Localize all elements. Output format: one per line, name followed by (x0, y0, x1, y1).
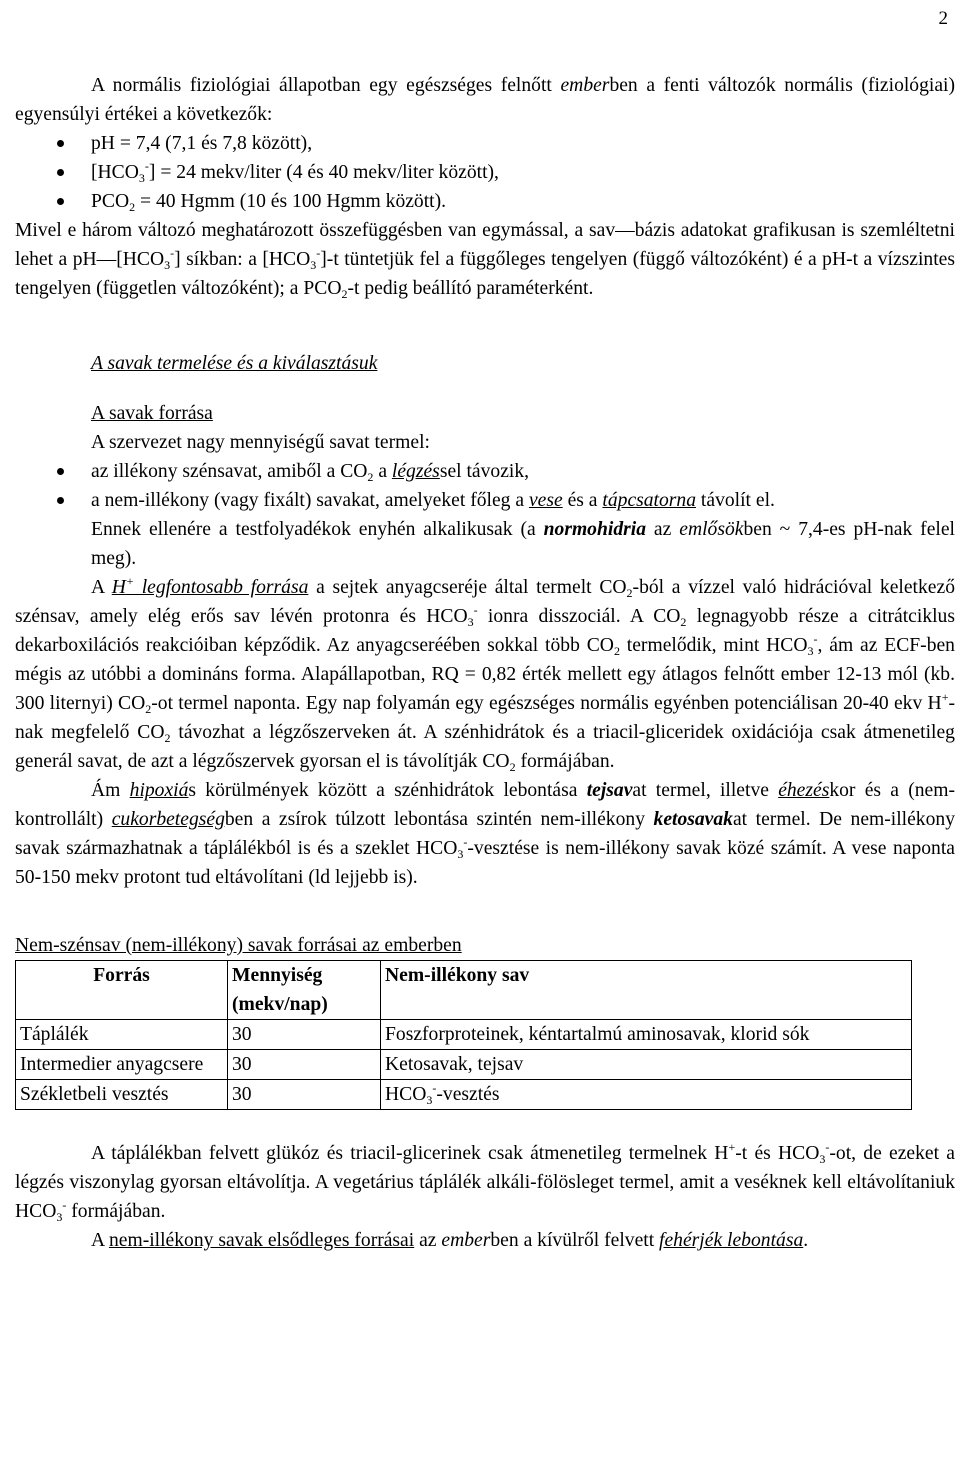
list-item-nonvolatile: a nem-illékony (vagy fixált) savakat, amelyeket főleg a vese és a tápcsatorna távolít el. (15, 486, 955, 515)
primary-sources-paragraph: A nem-illékony savak elsődleges forrásai az emberben a kívülről felvett fehérjék lebontása. (91, 1230, 809, 1251)
list-item-hco3: $[HCO_3^-] = 24$ mekv/liter (4 és 40 mekv/liter között), (15, 158, 955, 187)
acid-sources-list (15, 457, 955, 515)
list-item-volatile: az illékony szénsavat, amiből a $CO_2$ a légzéssel távozik, (15, 457, 955, 486)
table-caption: Nem-szénsav (nem-illékony) savak forrásai az emberben (15, 935, 462, 956)
list-item-ph: pH = 7,4 (7,1 és 7,8 között), (15, 129, 955, 158)
link-ehezes[interactable]: éhezés (778, 780, 830, 801)
hypoxia-paragraph: Ám hipoxiás körülmények között a szénhidrátok lebontása tejsavat termel, illetve éhezéskor és a (nem-kontrollált) cukorbetegségben a zsírok túlzott lebontása szintén nem-illékony ketosavakat termel. De nem-illékony savak származhatnak a táplálékból is és a szeklet $HCO_3^-$-vesztése is nem-illékony savak közé számít. A vese naponta 50-150 mekv protont tud eltávolítani (ld lejjebb is). (15, 780, 955, 888)
table-cell: 30 (228, 1020, 381, 1050)
table-cell: 30 (228, 1050, 381, 1080)
table-row (16, 1050, 912, 1080)
table-row (16, 1020, 912, 1050)
table-row (16, 1080, 912, 1110)
sources-lead: A szervezet nagy mennyiségű savat termel: (91, 432, 430, 453)
subsection-title: A savak forrása (91, 403, 213, 424)
link-nonvolatile-sources[interactable]: nem-illékony savak elsődleges forrásai (108, 1230, 415, 1251)
link-vese[interactable]: vese (528, 490, 563, 511)
link-feherjek-lebontasa[interactable]: fehérjék lebontása (659, 1230, 804, 1251)
table-header: Forrás (16, 961, 228, 1020)
link-cukorbetegseg[interactable]: cukorbetegség (111, 809, 225, 830)
table-cell: Intermedier anyagcsere (16, 1050, 228, 1080)
list-item-pco2: $PCO_2 = 40$ Hgmm (10 és 100 Hgmm között). (15, 187, 955, 216)
table-cell: Táplálék (16, 1020, 228, 1050)
h-source-paragraph: A H+ legfontosabb forrása a sejtek anyagcseréje által termelt $CO_2$-ból a vízzel való hidrációval keletkező szénsav, amely elég erős sav lévén protonra és $HCO_3^-$ ionra disszociál. A $CO_2$ legnagyobb része a citrátciklus dekarboxilációs reakcióiban képződik. Az anyagcseréében sokkal több $CO_2$ termelődik, mint $HCO_3^-$, ám az ECF-ben mégis az utóbbi a domináns forma. Alapállapotban, RQ = 0,82 érték mellett egy átlagos felnőtt ember 12-13 mól (kb. 300 liternyi) $CO_2-ot$ termel naponta. Egy nap folyamán egy egészséges normális egyénben potenciálisan 20-40 ekv H+-nak megfelelő $CO_2$ távozhat a légzőszerveken át. A szénhidrátok és a triacil-gliceridek oxidációja csak átmenetileg generál savat, de azt a légzőszervek gyorsan el is távolítják $CO_2$ formájában. (15, 574, 955, 774)
table-header-row (16, 961, 912, 1020)
alkaline-paragraph: Ennek ellenére a testfolyadékok enyhén alkalikusak (a normohidria az emlősökben ~ 7,4-es pH-nak felel meg). (91, 519, 955, 569)
table-cell: $HCO_3^-$-vesztés (381, 1080, 912, 1110)
table-cell: Ketosavak, tejsav (381, 1050, 912, 1080)
table-header: Mennyiség (mekv/nap) (228, 961, 381, 1020)
table-cell: Foszforproteinek, kéntartalmú aminosavak, klorid sók (381, 1020, 912, 1050)
table-header: Nem-illékony sav (381, 961, 912, 1020)
acid-sources-table (15, 960, 912, 1110)
link-h-source[interactable]: H+ legfontosabb forrása (111, 574, 309, 598)
diet-paragraph: A táplálékban felvett glükóz és triacil-glicerinek csak átmenetileg termelnek H+-t és $HCO_3^--ot$, de ezeket a légzés viszonylag gyorsan eltávolítja. A vegetárius táplálék alkáli-fölösleget termel, amit a veséknek kell eltávolítaniuk $HCO_3^-$ formájában. (15, 1140, 955, 1224)
link-tapcsatorna[interactable]: tápcsatorna (602, 490, 697, 511)
intro-sentence: A normális fiziológiai állapotban egy egészséges felnőtt emberben a fenti változók normális (fiziológiai) egyensúlyi értékei a következők: (15, 75, 956, 125)
acid-base-graph-paragraph: Mivel e három változó meghatározott összefüggésben van egymással, a sav—bázis adatokat grafikusan is szemléltetni lehet a $pH—[HCO_3^-]$ síkban: a $[HCO_3^-]-t$ tüntetjük fel a függőleges tengelyen (függő változóként) é a pH-t a vízszintes tengelyen (független változóként); a $PCO_2-t$ pedig beállító paraméterként. (15, 220, 955, 301)
document-page (15, 0, 955, 1255)
page-number: 2 (938, 8, 948, 29)
link-legzes[interactable]: légzés (391, 461, 440, 482)
table-cell: 30 (228, 1080, 381, 1110)
link-hipoxia[interactable]: hipoxiá (129, 780, 189, 801)
table-cell: Székletbeli vesztés (16, 1080, 228, 1110)
normal-values-list (15, 129, 955, 216)
section-title: A savak termelése és a kiválasztásuk (91, 353, 378, 374)
